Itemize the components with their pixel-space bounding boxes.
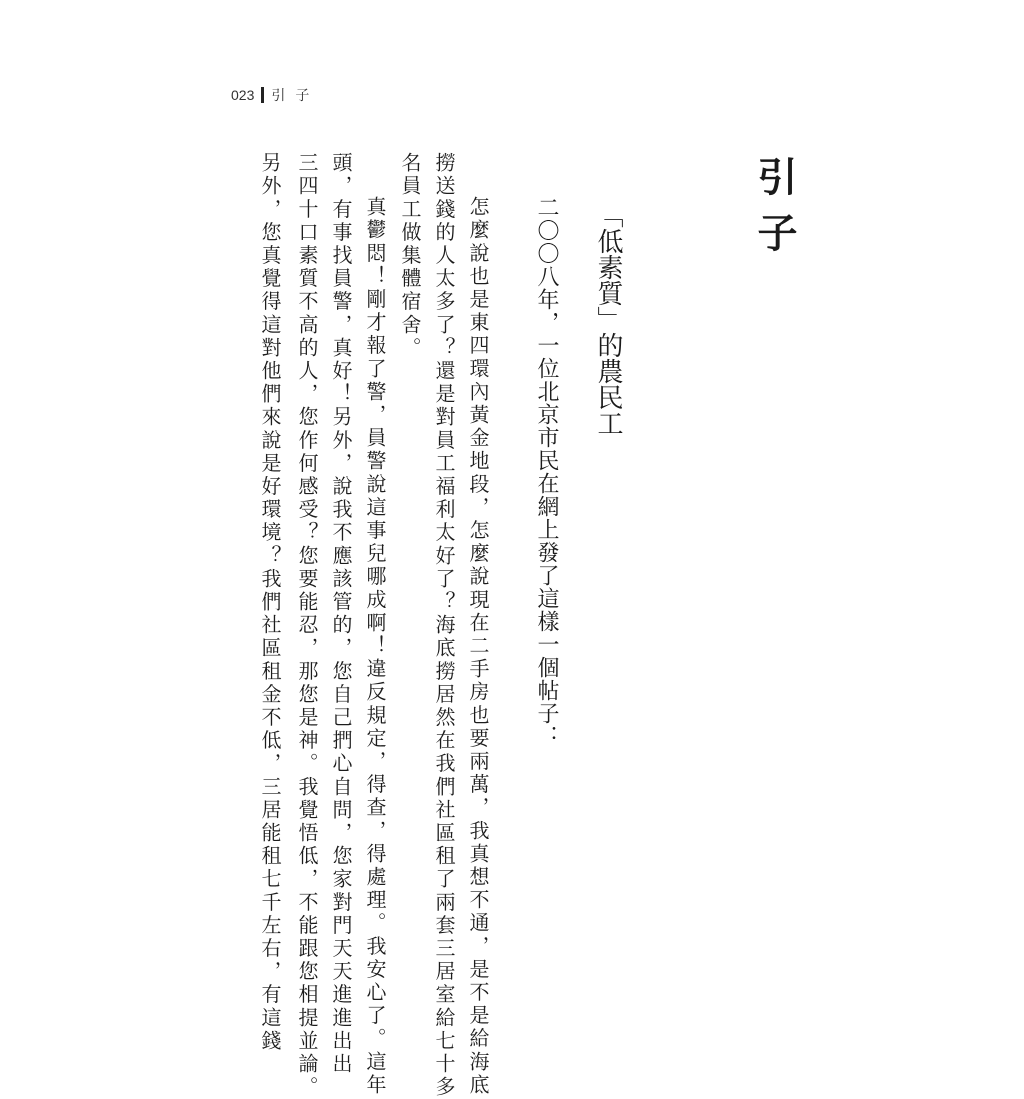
section-heading: 「低素質」的農民工: [593, 202, 623, 436]
body-column-4: 真鬱悶！剛才報了警，員警說這事兒哪成啊！違反規定，得查，得處理。我安心了。這年: [363, 196, 387, 1097]
header-divider: [261, 87, 264, 103]
page-number: 023: [231, 87, 255, 103]
body-column-7: 另外，您真覺得這對他們來說是好環境？我們社區租金不低，三居能租七千左右，有這錢: [258, 152, 282, 1053]
chapter-title: 引子: [751, 156, 798, 268]
body-column-5: 頭，有事找員警，真好！另外，說我不應該管的，您自己捫心自問，您家對門天天進進出出: [329, 152, 353, 1076]
running-header-section: 引子: [271, 87, 320, 103]
lead-paragraph: 二〇〇八年，一位北京市民在網上發了這樣一個帖子：: [534, 196, 559, 748]
body-column-1: 怎麼說也是東四環內黃金地段，怎麼說現在二手房也要兩萬，我真想不通，是不是給海底: [466, 196, 490, 1097]
running-header: [231, 84, 319, 106]
body-column-6: 三四十口素質不高的人，您作何感受？您要能忍，那您是神。我覺悟低，不能跟您相提並論。: [295, 152, 319, 1099]
body-column-3: 名員工做集體宿舍。: [398, 152, 422, 360]
body-column-2: 撈送錢的人太多了？還是對員工福利太好了？海底撈居然在我們社區租了兩套三居室給七十多: [432, 152, 456, 1099]
